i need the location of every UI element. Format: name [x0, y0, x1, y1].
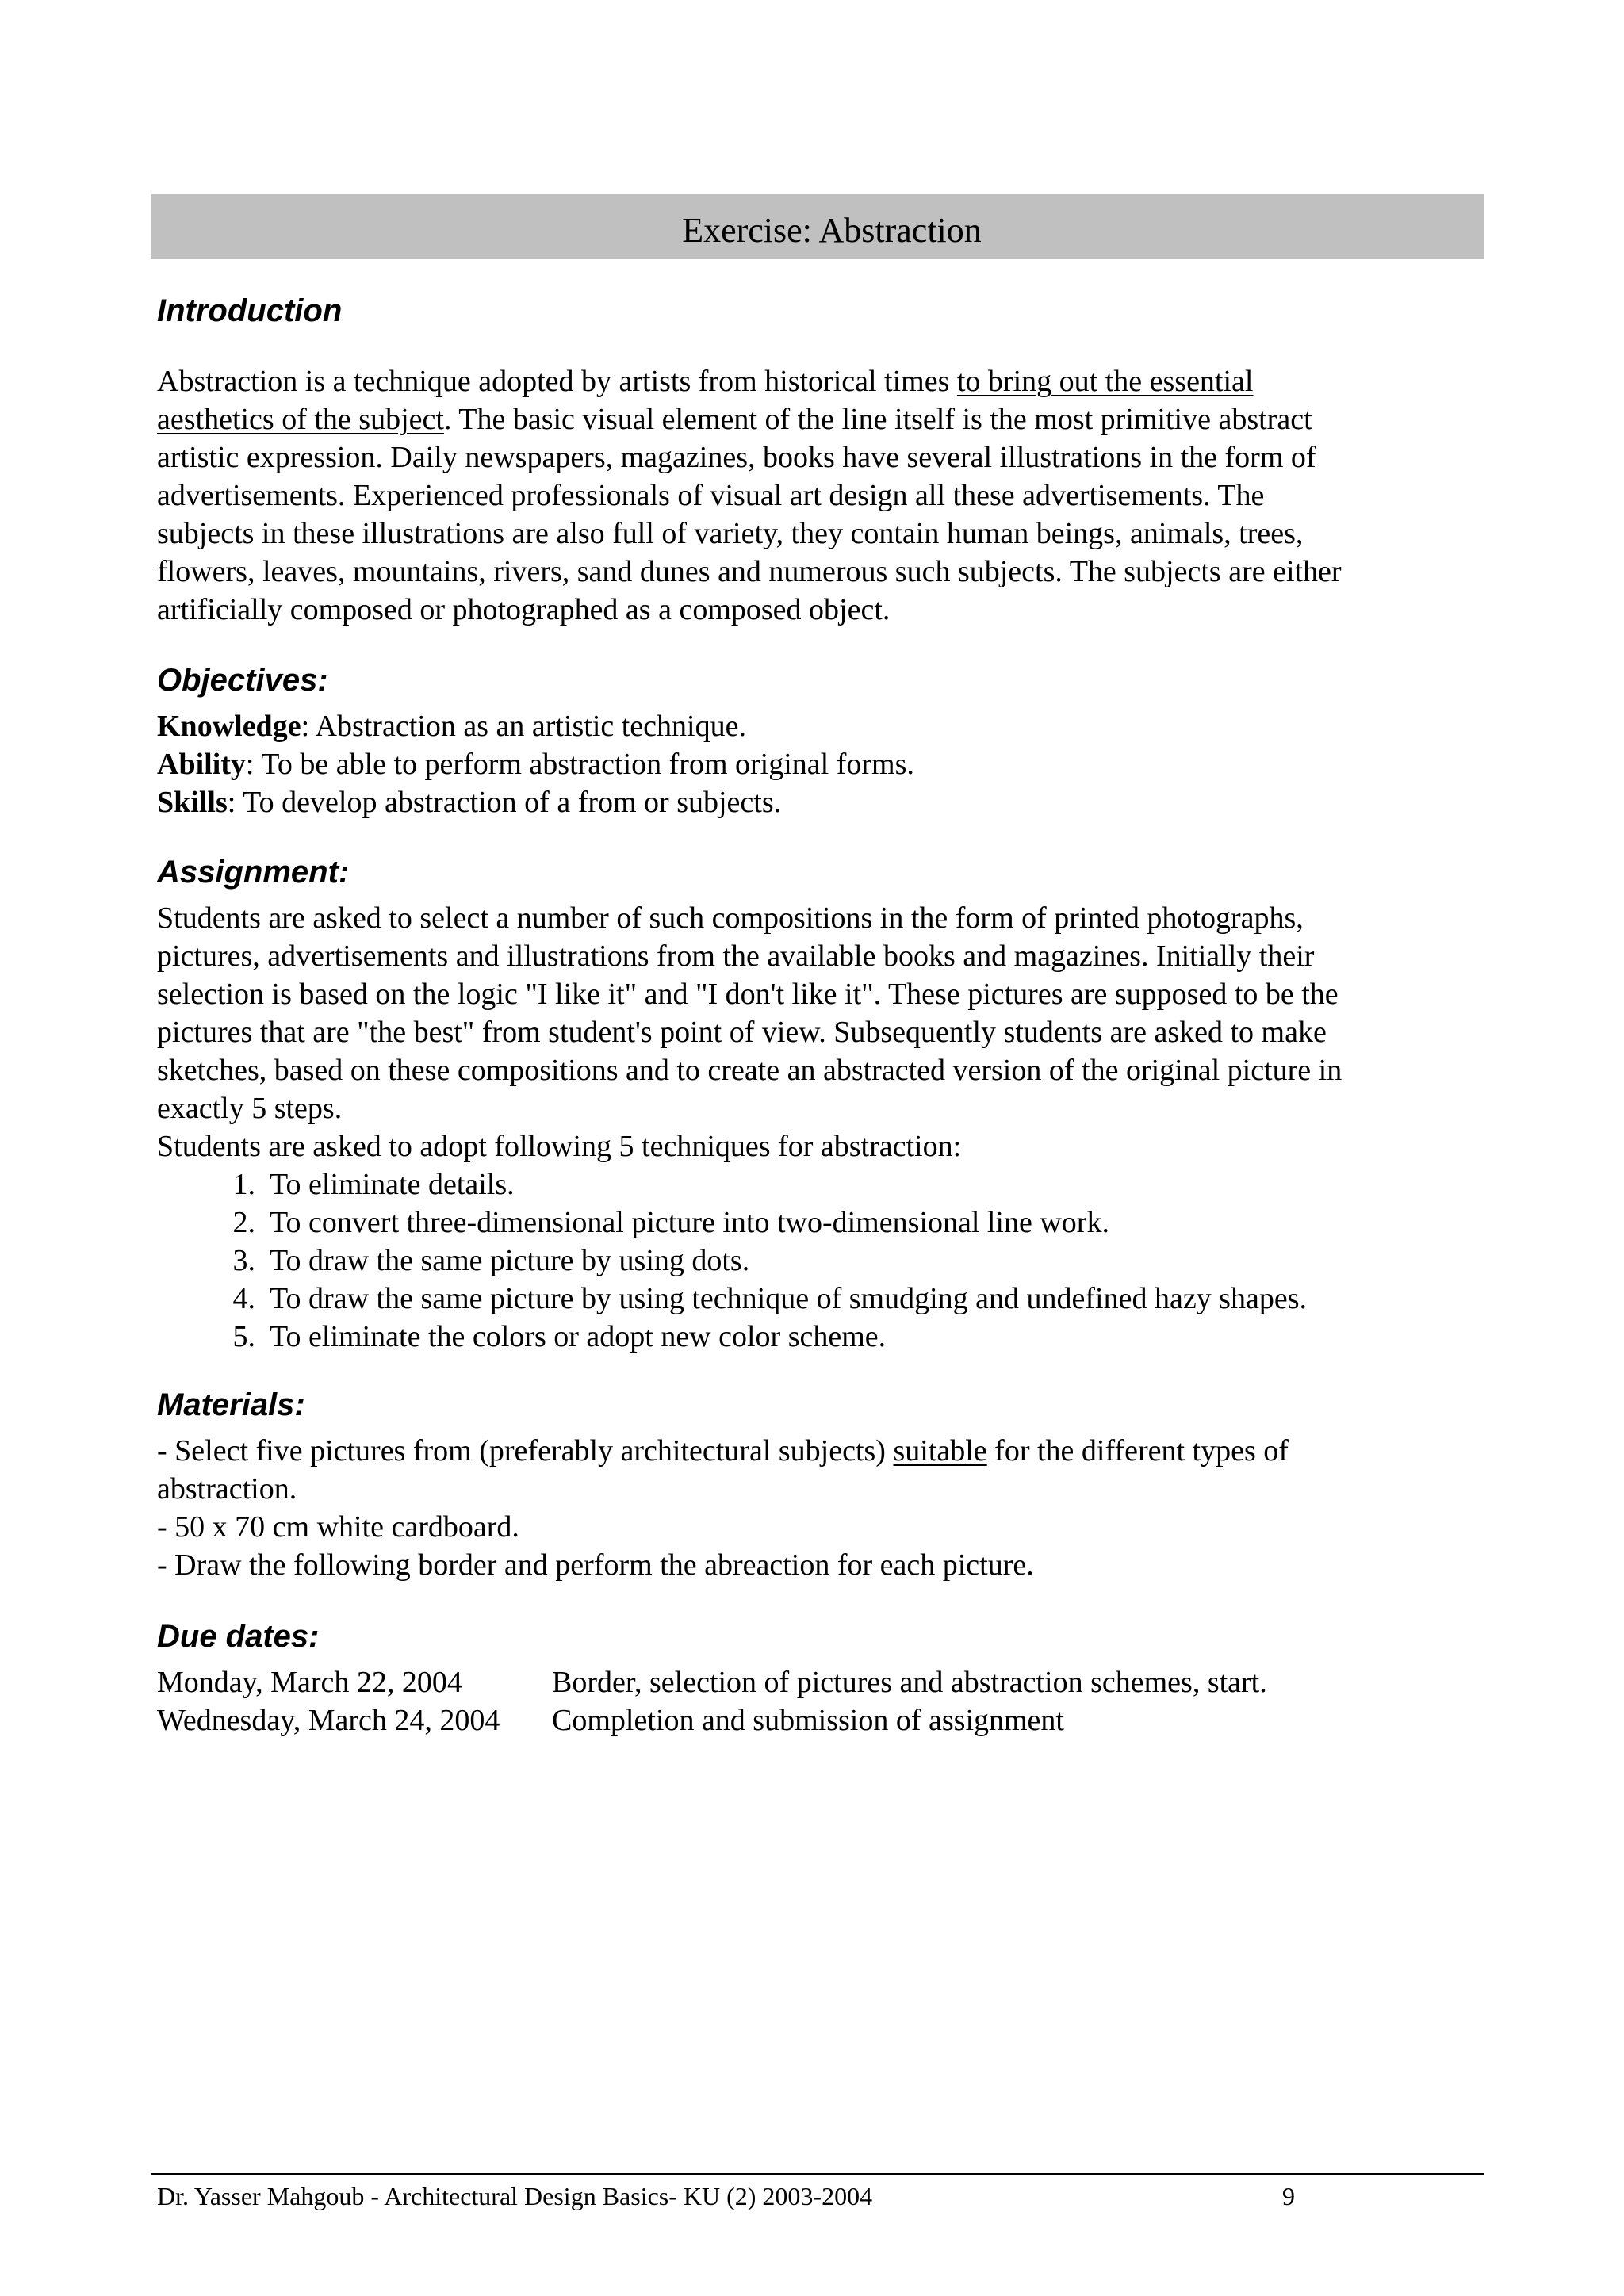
- assignment-heading: Assignment:: [157, 855, 350, 890]
- assignment-line: Students are asked to adopt following 5 techniques for abstraction:: [157, 1130, 962, 1163]
- assignment-line: exactly 5 steps.: [157, 1092, 343, 1125]
- due-date: Monday, March 22, 2004: [157, 1666, 462, 1699]
- footer-text: Dr. Yasser Mahgoub - Architectural Design Basics- KU (2) 2003-2004: [157, 2182, 873, 2210]
- intro-line: advertisements. Experienced professionals of visual art design all these advertisements. The: [157, 479, 1265, 512]
- assignment-line: pictures that are "the best" from student's point of view. Subsequently students are asked to make: [157, 1016, 1327, 1049]
- materials-line: - 50 x 70 cm white cardboard.: [157, 1510, 519, 1544]
- intro-line: Abstraction is a technique adopted by artists from historical times to bring out the essential: [157, 365, 1254, 398]
- intro-line: subjects in these illustrations are also full of variety, they contain human beings, animals, trees,: [157, 517, 1304, 550]
- due-date: Wednesday, March 24, 2004: [157, 1704, 500, 1737]
- materials-line: - Select five pictures from (preferably architectural subjects) suitable for the different types of: [157, 1434, 1289, 1468]
- underlined-phrase: aesthetics of the subject: [157, 403, 444, 436]
- materials-line: abstraction.: [157, 1472, 297, 1506]
- objective-knowledge: Knowledge: Abstraction as an artistic technique.: [157, 710, 746, 743]
- introduction-heading: Introduction: [157, 293, 343, 328]
- assignment-line: pictures, advertisements and illustrations from the available books and magazines. Initially their: [157, 939, 1315, 973]
- assignment-paragraph: [157, 899, 1489, 1165]
- assignment-line: Students are asked to select a number of such compositions in the form of printed photographs,: [157, 901, 1304, 935]
- objective-ability: Ability: To be able to perform abstraction from original forms.: [157, 748, 914, 781]
- objective-skills: Skills: To develop abstraction of a from or subjects.: [157, 786, 782, 819]
- list-item: 1. To eliminate details.: [232, 1168, 515, 1201]
- list-item: 3. To draw the same picture by using dots.: [232, 1244, 750, 1277]
- intro-line: artificially composed or photographed as a composed object.: [157, 593, 891, 626]
- page-number: 9: [1282, 2182, 1295, 2210]
- title-banner: [151, 194, 1484, 259]
- materials-heading: Materials:: [157, 1387, 305, 1422]
- due-date-row: [157, 1663, 1267, 1701]
- due-task: Completion and submission of assignment: [552, 1704, 1064, 1737]
- materials-line: - Draw the following border and perform the abreaction for each picture.: [157, 1548, 1034, 1582]
- intro-line: flowers, leaves, mountains, rivers, sand dunes and numerous such subjects. The subjects are either: [157, 555, 1342, 588]
- intro-line: artistic expression. Daily newspapers, magazines, books have several illustrations in the form of: [157, 441, 1316, 474]
- due-date-row: [157, 1701, 1064, 1739]
- abstraction-steps-list: [157, 1165, 1489, 1356]
- introduction-paragraph: [157, 362, 1489, 629]
- page-title: Exercise: Abstraction: [682, 211, 982, 250]
- list-item: 4. To draw the same picture by using technique of smudging and undefined hazy shapes.: [232, 1282, 1307, 1315]
- materials-list: [157, 1432, 1489, 1584]
- due-dates-heading: Due dates:: [157, 1619, 320, 1654]
- underlined-phrase: to bring out the essential: [956, 365, 1254, 398]
- footer-divider: [151, 2173, 1484, 2175]
- due-task: Border, selection of pictures and abstraction schemes, start.: [552, 1666, 1267, 1699]
- underlined-word: suitable: [893, 1434, 987, 1468]
- objectives-list: [157, 707, 1489, 821]
- assignment-line: selection is based on the logic "I like it" and "I don't like it". These pictures are supposed to be the: [157, 978, 1339, 1011]
- objectives-heading: Objectives:: [157, 663, 328, 698]
- assignment-line: sketches, based on these compositions and to create an abstracted version of the original picture in: [157, 1054, 1342, 1087]
- list-item: 2. To convert three-dimensional picture into two-dimensional line work.: [232, 1206, 1109, 1239]
- intro-line: aesthetics of the subject. The basic visual element of the line itself is the most primitive abstract: [157, 403, 1312, 436]
- list-item: 5. To eliminate the colors or adopt new color scheme.: [232, 1320, 887, 1353]
